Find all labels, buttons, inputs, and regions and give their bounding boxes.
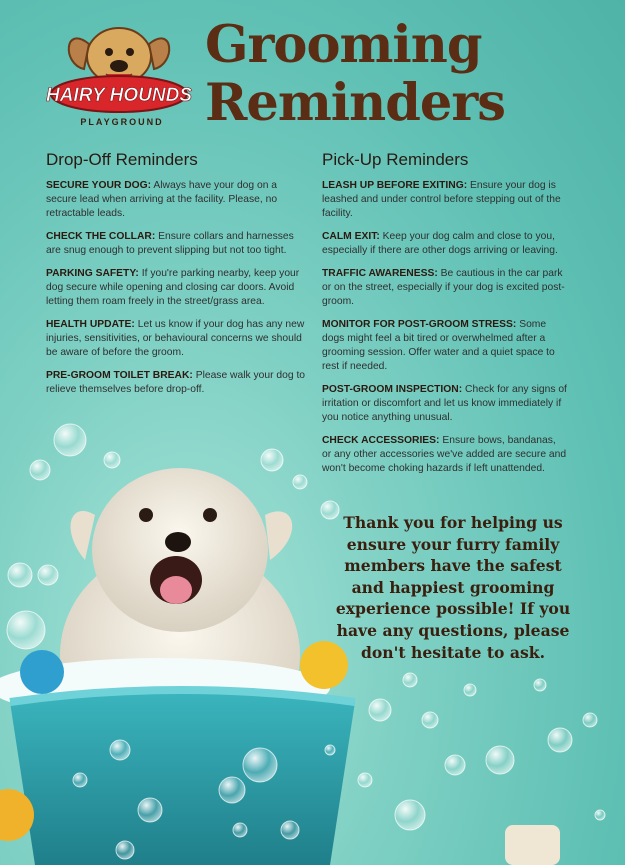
logo-line2: PLAYGROUND <box>80 117 164 127</box>
dog-mascot-icon <box>44 14 194 134</box>
dropoff-item <box>46 267 308 309</box>
dropoff-item-text: Please walk your dog to relieve themselves before drop-off. <box>46 370 306 395</box>
pickup-item <box>322 267 567 309</box>
hairy-hounds-logo <box>44 14 194 134</box>
title-line1: Grooming <box>205 15 482 75</box>
pickup-section <box>322 150 567 485</box>
pickup-item-text: Check for any signs of irritation or discomfort and let us know immediately if you notice anything unusual. <box>322 384 567 423</box>
dropoff-item-text: Always have your dog on a secure lead when arriving at the facility. Please, no retractable leads. <box>46 180 278 219</box>
dropoff-item-text: Let us know if your dog has any new injuries, sensitivities, or behavioural concerns we should be aware of before the groom. <box>46 319 305 358</box>
pickup-item-label: MONITOR FOR POST-GROOM STRESS: <box>322 319 517 330</box>
pickup-item <box>322 318 567 374</box>
pickup-heading: Pick-Up Reminders <box>322 150 469 169</box>
pickup-item <box>322 230 567 258</box>
title-line2: Reminders <box>205 73 505 133</box>
dropoff-item-text: If you're parking nearby, keep your dog secure while opening and closing car doors. Avoid letting them roam freely in the street/grass area. <box>46 268 300 307</box>
pickup-item-text: Some dogs might feel a bit tired or overwhelmed after a grooming session. Offer water and a quiet space to rest if needed. <box>322 319 555 372</box>
pickup-item-text: Be cautious in the car park or on the street, especially if your dog is excited post-groom. <box>322 268 565 307</box>
dropoff-heading: Drop-Off Reminders <box>46 150 198 169</box>
dropoff-item-label: CHECK THE COLLAR: <box>46 231 156 242</box>
dropoff-item <box>46 179 308 221</box>
pickup-item <box>322 434 567 476</box>
pickup-item <box>322 179 567 221</box>
pickup-item-text: Ensure your dog is leashed and under control before stepping out of the facility. <box>322 180 561 219</box>
dropoff-item <box>46 369 308 397</box>
pickup-item-label: TRAFFIC AWARENESS: <box>322 268 438 279</box>
dropoff-item <box>46 230 308 258</box>
dropoff-item-label: HEALTH UPDATE: <box>46 319 135 330</box>
dropoff-item-text: Ensure collars and harnesses are snug enough to prevent slipping but not too tight. <box>46 231 294 256</box>
dropoff-item-label: PARKING SAFETY: <box>46 268 139 279</box>
pickup-item-label: LEASH UP BEFORE EXITING: <box>322 180 468 191</box>
dropoff-section <box>46 150 308 406</box>
dropoff-item <box>46 318 308 360</box>
pickup-item-text: Keep your dog calm and close to you, especially if there are other dogs arriving or leaving. <box>322 231 558 256</box>
pickup-item-text: Ensure bows, bandanas, or any other accessories we've added are secure and won't become choking hazards if left unattended. <box>322 435 567 474</box>
pickup-item-label: CHECK ACCESSORIES: <box>322 435 440 446</box>
pickup-item-label: CALM EXIT: <box>322 231 380 242</box>
thank-you-message: Thank you for helping us ensure your furry family members have the safest and happiest grooming experience possible! If you have any questions, please don't hesitate to ask. <box>335 513 571 662</box>
dropoff-item-label: SECURE YOUR DOG: <box>46 180 152 191</box>
logo-line1: HAIRY HOUNDS <box>45 85 193 106</box>
dropoff-item-label: PRE-GROOM TOILET BREAK: <box>46 370 193 381</box>
pickup-item-label: POST-GROOM INSPECTION: <box>322 384 463 395</box>
page-title <box>205 16 505 132</box>
pickup-item <box>322 383 567 425</box>
